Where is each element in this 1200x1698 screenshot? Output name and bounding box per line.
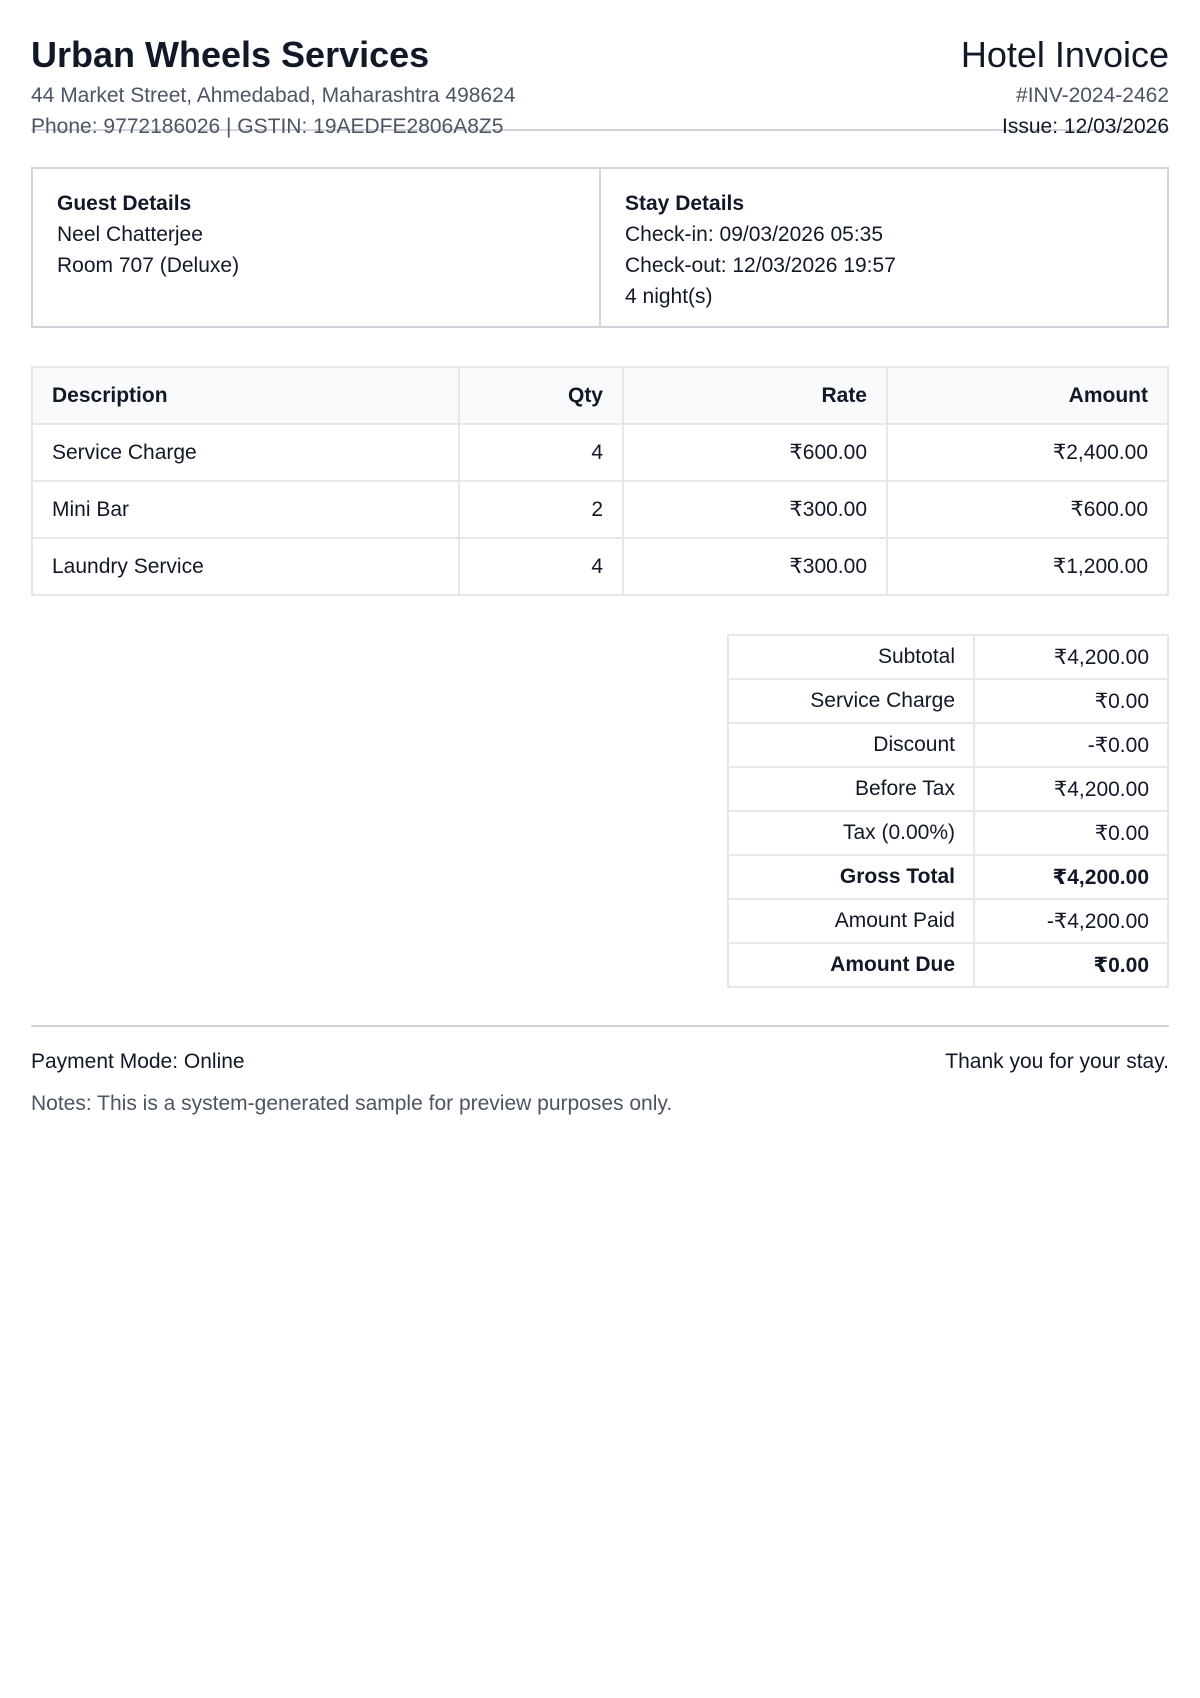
- company-address: 44 Market Street, Ahmedabad, Maharashtra 498624: [31, 84, 516, 107]
- totals-label: Discount: [728, 723, 974, 767]
- header-qty: Qty: [459, 367, 623, 424]
- table-row: [32, 481, 1168, 538]
- totals-label: Service Charge: [728, 679, 974, 723]
- totals-label: Gross Total: [728, 855, 974, 899]
- item-rate: ₹300.00: [623, 538, 887, 595]
- item-description: Mini Bar: [32, 481, 459, 538]
- totals-row: [728, 899, 1168, 943]
- totals-row: [728, 811, 1168, 855]
- item-description: Service Charge: [32, 424, 459, 481]
- item-rate: ₹600.00: [623, 424, 887, 481]
- totals-value: ₹4,200.00: [974, 855, 1168, 899]
- invoice-title: Hotel Invoice: [960, 34, 1169, 75]
- check-in: Check-in: 09/03/2026 05:35: [625, 223, 884, 246]
- totals-table: [727, 634, 1169, 988]
- nights: 4 night(s): [625, 285, 713, 308]
- totals-value: -₹0.00: [974, 723, 1168, 767]
- check-out: Check-out: 12/03/2026 19:57: [625, 254, 896, 277]
- payment-mode: Payment Mode: Online: [31, 1050, 245, 1073]
- totals-label: Before Tax: [728, 767, 974, 811]
- guest-details-heading: Guest Details: [57, 192, 192, 215]
- stay-details: [599, 169, 1167, 326]
- stay-details-heading: Stay Details: [625, 192, 745, 215]
- invoice-number: #INV-2024-2462: [1016, 84, 1169, 107]
- item-amount: ₹1,200.00: [887, 538, 1168, 595]
- notes: Notes: This is a system-generated sample for preview purposes only.: [31, 1092, 673, 1115]
- invoice-footer: [31, 1025, 1169, 1119]
- table-row: [32, 424, 1168, 481]
- thank-you-note: Thank you for your stay.: [945, 1050, 1169, 1073]
- item-qty: 4: [459, 424, 623, 481]
- totals-label: Subtotal: [728, 635, 974, 679]
- table-header-row: [32, 367, 1168, 424]
- totals-label: Tax (0.00%): [728, 811, 974, 855]
- totals-row: [728, 767, 1168, 811]
- header-amount: Amount: [887, 367, 1168, 424]
- totals-value: ₹0.00: [974, 943, 1168, 987]
- gross-total-row: [728, 855, 1168, 899]
- totals-value: ₹4,200.00: [974, 767, 1168, 811]
- guest-name: Neel Chatterjee: [57, 223, 203, 246]
- details-box: [31, 167, 1169, 328]
- totals-value: -₹4,200.00: [974, 899, 1168, 943]
- item-description: Laundry Service: [32, 538, 459, 595]
- totals-label: Amount Paid: [728, 899, 974, 943]
- guest-details: [33, 169, 599, 326]
- item-rate: ₹300.00: [623, 481, 887, 538]
- company-name: Urban Wheels Services: [31, 34, 430, 75]
- company-contact: Phone: 9772186026 | GSTIN: 19AEDFE2806A8Z5: [31, 115, 504, 138]
- totals-row: [728, 723, 1168, 767]
- totals-row: [728, 635, 1168, 679]
- invoice-header: [31, 0, 1169, 138]
- table-row: [32, 538, 1168, 595]
- guest-room: Room 707 (Deluxe): [57, 254, 240, 277]
- invoice-meta: [961, 34, 1169, 142]
- header-description: Description: [32, 367, 459, 424]
- totals-row: [728, 679, 1168, 723]
- totals-section: [31, 634, 1169, 988]
- item-amount: ₹2,400.00: [887, 424, 1168, 481]
- issue-date: Issue: 12/03/2026: [1002, 115, 1169, 138]
- header-rate: Rate: [623, 367, 887, 424]
- totals-value: ₹4,200.00: [974, 635, 1168, 679]
- amount-due-row: [728, 943, 1168, 987]
- item-amount: ₹600.00: [887, 481, 1168, 538]
- company-block: [31, 34, 515, 142]
- totals-value: ₹0.00: [974, 679, 1168, 723]
- line-items-table: [31, 366, 1169, 596]
- item-qty: 2: [459, 481, 623, 538]
- footer-row: [31, 1047, 1169, 1077]
- totals-label: Amount Due: [728, 943, 974, 987]
- totals-value: ₹0.00: [974, 811, 1168, 855]
- item-qty: 4: [459, 538, 623, 595]
